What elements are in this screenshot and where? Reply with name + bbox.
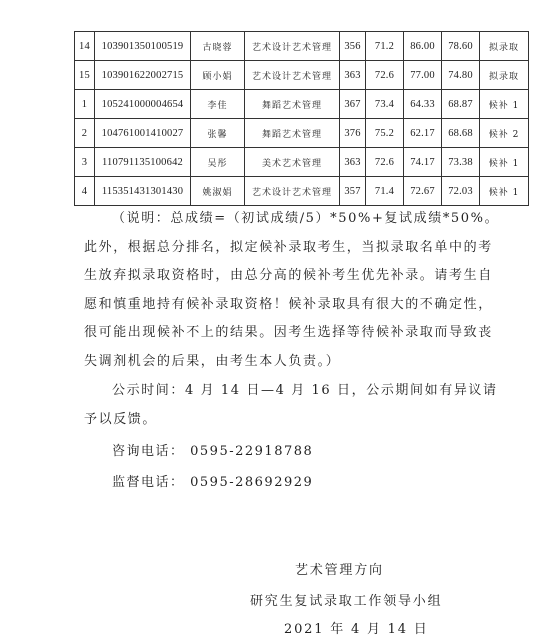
status-cell: 候补 2 bbox=[480, 119, 529, 148]
row-index-cell: 4 bbox=[75, 177, 95, 206]
status-cell: 拟录取 bbox=[480, 61, 529, 90]
major-cell: 美术艺术管理 bbox=[245, 148, 340, 177]
initial-score-cell: 363 bbox=[340, 148, 366, 177]
admission-results-table bbox=[74, 31, 529, 206]
retest-score-cell: 72.67 bbox=[404, 177, 442, 206]
row-index-cell: 14 bbox=[75, 32, 95, 61]
initial-weighted-cell: 75.2 bbox=[366, 119, 404, 148]
explanation-paragraph: （说明：总成绩=（初试成绩/5）*50%+复试成绩*50%。此外，根据总分排名，拟定候补录取考生，当拟录取名单中的考生放弃拟录取资格时，由总分高的候补考生优先补录。请考生自愿和慎重地持有候补录取资格！候补录取具有很大的不确定性，很可能出现候补不上的结果。因考生选择等待候补录取而导致丧失调剂机会的后果，由考生本人负责。） bbox=[84, 211, 500, 369]
table-row bbox=[75, 119, 529, 148]
initial-weighted-cell: 71.2 bbox=[366, 32, 404, 61]
table-row bbox=[75, 32, 529, 61]
major-cell: 艺术设计艺术管理 bbox=[245, 32, 340, 61]
name-cell: 顾小娟 bbox=[191, 61, 245, 90]
table-row bbox=[75, 148, 529, 177]
initial-score-cell: 356 bbox=[340, 32, 366, 61]
major-cell: 舞蹈艺术管理 bbox=[245, 90, 340, 119]
major-cell: 舞蹈艺术管理 bbox=[245, 119, 340, 148]
row-index-cell: 1 bbox=[75, 90, 95, 119]
row-index-cell: 3 bbox=[75, 148, 95, 177]
row-index-cell: 15 bbox=[75, 61, 95, 90]
initial-weighted-cell: 73.4 bbox=[366, 90, 404, 119]
signature-date: 2021 年 4 月 14 日 bbox=[284, 622, 429, 637]
retest-score-cell: 74.17 bbox=[404, 148, 442, 177]
status-cell: 候补 1 bbox=[480, 90, 529, 119]
row-index-cell: 2 bbox=[75, 119, 95, 148]
retest-score-cell: 77.00 bbox=[404, 61, 442, 90]
total-score-cell: 74.80 bbox=[442, 61, 480, 90]
total-score-cell: 73.38 bbox=[442, 148, 480, 177]
candidate-id-cell: 110791135100642 bbox=[95, 148, 191, 177]
table-row bbox=[75, 90, 529, 119]
name-cell: 古晓蓉 bbox=[191, 32, 245, 61]
total-score-cell: 78.60 bbox=[442, 32, 480, 61]
candidate-id-cell: 105241000004654 bbox=[95, 90, 191, 119]
initial-weighted-cell: 72.6 bbox=[366, 148, 404, 177]
signature-group: 研究生复试录取工作领导小组 bbox=[250, 594, 443, 609]
candidate-id-cell: 103901350100519 bbox=[95, 32, 191, 61]
candidate-id-cell: 103901622002715 bbox=[95, 61, 191, 90]
name-cell: 张馨 bbox=[191, 119, 245, 148]
table-row bbox=[75, 177, 529, 206]
total-score-cell: 72.03 bbox=[442, 177, 480, 206]
initial-score-cell: 363 bbox=[340, 61, 366, 90]
retest-score-cell: 64.33 bbox=[404, 90, 442, 119]
name-cell: 姚淑娟 bbox=[191, 177, 245, 206]
major-cell: 艺术设计艺术管理 bbox=[245, 61, 340, 90]
initial-weighted-cell: 71.4 bbox=[366, 177, 404, 206]
status-cell: 拟录取 bbox=[480, 32, 529, 61]
supervise-phone: 监督电话： 0595-28692929 bbox=[112, 475, 314, 490]
name-cell: 吴彤 bbox=[191, 148, 245, 177]
announcement-paragraph: 公示时间：4 月 14 日—4 月 16 日，公示期间如有异议请予以反馈。 bbox=[84, 383, 498, 427]
signature-department: 艺术管理方向 bbox=[295, 563, 384, 578]
initial-score-cell: 376 bbox=[340, 119, 366, 148]
total-score-cell: 68.87 bbox=[442, 90, 480, 119]
consult-phone: 咨询电话： 0595-22918788 bbox=[112, 444, 314, 459]
initial-weighted-cell: 72.6 bbox=[366, 61, 404, 90]
initial-score-cell: 357 bbox=[340, 177, 366, 206]
status-cell: 候补 1 bbox=[480, 177, 529, 206]
major-cell: 艺术设计艺术管理 bbox=[245, 177, 340, 206]
table-row bbox=[75, 61, 529, 90]
status-cell: 候补 1 bbox=[480, 148, 529, 177]
candidate-id-cell: 115351431301430 bbox=[95, 177, 191, 206]
initial-score-cell: 367 bbox=[340, 90, 366, 119]
candidate-id-cell: 104761001410027 bbox=[95, 119, 191, 148]
retest-score-cell: 86.00 bbox=[404, 32, 442, 61]
name-cell: 李佳 bbox=[191, 90, 245, 119]
total-score-cell: 68.68 bbox=[442, 119, 480, 148]
retest-score-cell: 62.17 bbox=[404, 119, 442, 148]
